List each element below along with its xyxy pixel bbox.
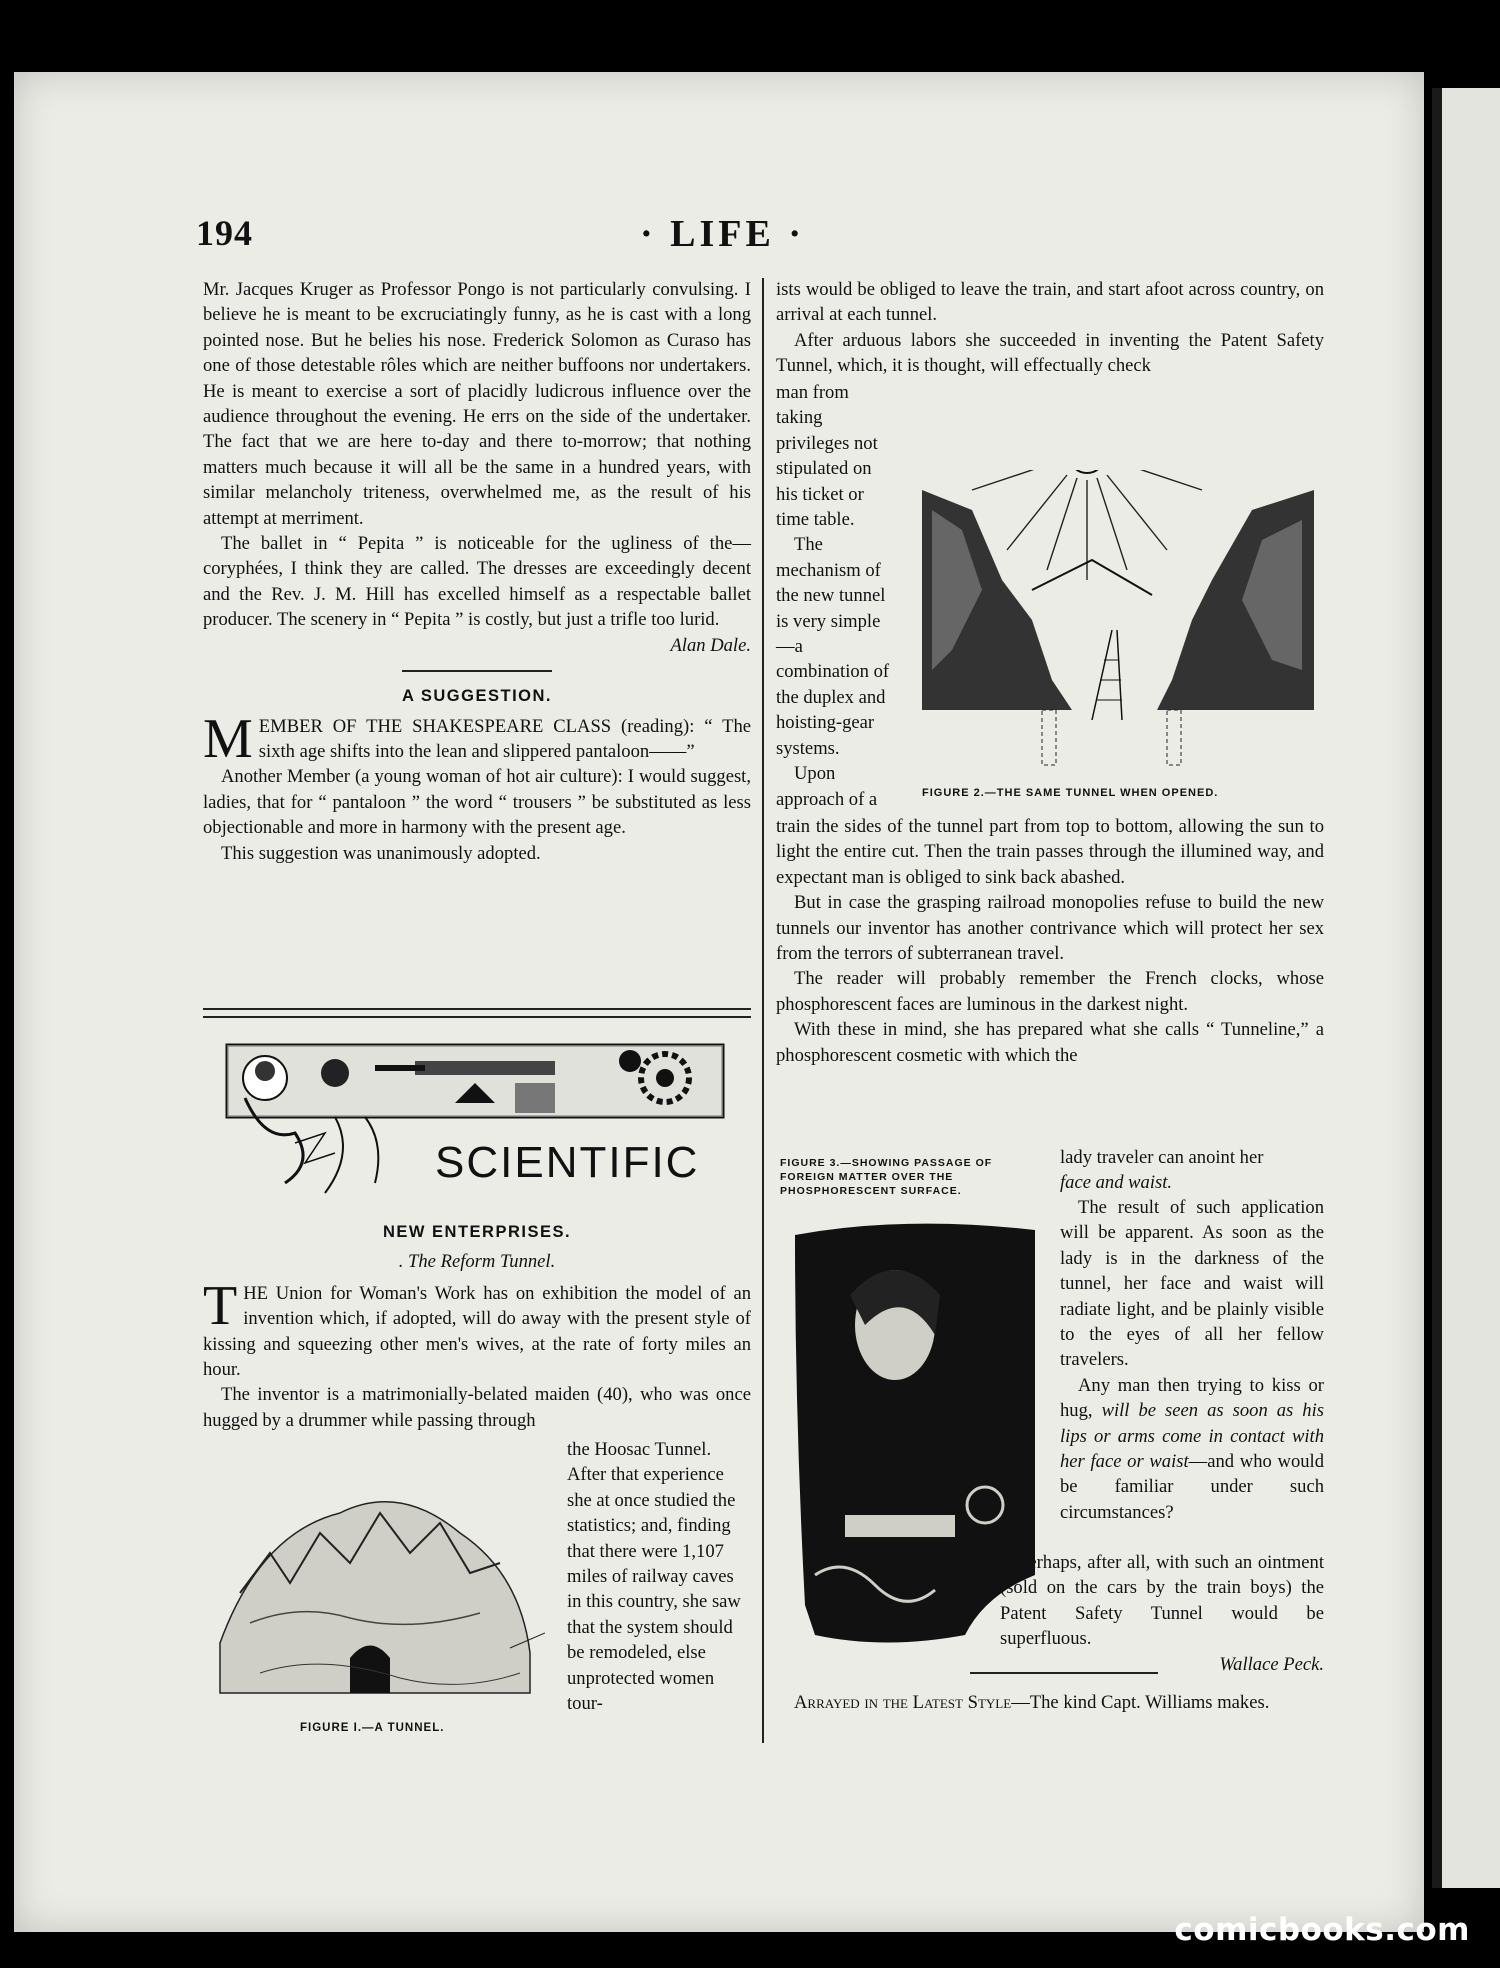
left-column-enterprises [203,1212,751,1433]
arrayed-paragraph: Arrayed in the Latest Style—The kind Capt. Williams makes. [794,1692,1270,1713]
tunnel-description: With these in mind, she has prepared what she calls “ Tunneline,” a phosphorescent cosmetic with which the [776,1019,1324,1066]
dropcap: T [203,1274,238,1337]
left-column-top [203,277,751,866]
figure-2-opened-tunnel-illustration [912,470,1324,780]
narrow-text: Upon approach of a [776,763,878,810]
left-column-narrow [567,1437,751,1716]
review-signature: Alan Dale. [670,634,751,656]
result-paragraph: The result of such application will be apparent. As soon as the lady is in the darkness of the tunnel, her face and waist will radiate light, and be plainly visible to the eyes of all her fellow travelers. [1060,1197,1324,1371]
suggestion-paragraph: MEMBER OF THE SHAKESPEARE CLASS (reading): “ The sixth age shifts into the lean and slippered pantaloon——” [203,707,751,770]
right-column-top [776,277,1324,379]
double-rule [203,1008,751,1018]
arrayed-joke [776,1690,1324,1715]
fig3-side-line: lady traveler can anoint her [1060,1147,1264,1168]
suggestion-paragraph: This suggestion was unanimously adopted. [221,842,541,864]
watermark: comicbooks.com [1174,1912,1470,1948]
figure-1-tunnel-illustration [200,1443,545,1713]
fig3-side-italic: face and waist. [1060,1172,1173,1194]
narrow-text: man from taking privileges not stipulated on his ticket or time table. [776,382,878,531]
right-column-perhaps [1000,1550,1324,1677]
end-rule [970,1672,1158,1674]
tunnel-paragraph: The inventor is a matrimonially-belated maiden (40), who was once hugged by a drummer while passing through [203,1384,751,1431]
review-paragraph: The ballet in “ Pepita ” is noticeable for the ugliness of the—coryphées, I think they are called. The dresses are exceedingly decent and the Rev. J. M. Hill has excelled himself as a respectable ballet producer. The scenery in “ Pepita ” is costly, but just a trifle too lurid. [203,533,751,631]
figure-3-caption: FIGURE 3.—SHOWING PASSAGE OF FOREIGN MATTER OVER THE PHOSPHORESCENT SURFACE. [780,1157,993,1197]
tunnel-description: But in case the grasping railroad monopolies refuse to build the new tunnels our inventor has another contrivance which will protect her sex from the terrors of subterranean travel. [776,892,1324,965]
continuation-paragraph: ists would be obliged to leave the train, and start afoot across country, on arrival at each tunnel. [776,279,1324,326]
column-divider [762,278,764,1743]
right-column-narrow [776,380,896,812]
narrow-text: The mechanism of the new tunnel is very simple—a combination of the duplex and hoisting-gear systems. [776,534,890,759]
perhaps-paragraph: Perhaps, after all, with such an ointment (sold on the cars by the train boys) the Patent Safety Tunnel would be superfluous. [1000,1552,1324,1650]
fig3-side-text [1060,1145,1324,1196]
section-rule [402,670,552,672]
right-column-result [1060,1195,1324,1525]
suggestion-heading: A SUGGESTION. [402,687,552,706]
tunnel-description: train the sides of the tunnel part from top to bottom, allowing the sun to light the entire cut. Then the train passes through the illumined way, and expectant man is obliged to sink back abashed. [776,816,1324,888]
invention-paragraph: After arduous labors she succeeded in inventing the Patent Safety Tunnel, which, it is thought, will effectually check [776,329,1324,377]
tunnel-description: The reader will probably remember the French clocks, whose phosphorescent faces are luminous in the darkest night. [776,968,1324,1015]
tunnel-paragraph: the Hoosac Tunnel. After that experience she at once studied the statistics; and, finding that there were 1,107 miles of railway caves in this country, she saw that the system should be remodeled, else unprotected women tour- [567,1439,741,1715]
scientific-banner: SCIENTIFIC [435,1138,700,1187]
page-number: 194 [196,213,253,253]
figure-1-caption: FIGURE I.—A TUNNEL. [300,1722,445,1734]
figure-2-caption: FIGURE 2.—THE SAME TUNNEL WHEN OPENED. [922,787,1219,799]
masthead: · LIFE · [640,213,806,255]
enterprises-subhead: . The Reform Tunnel. [398,1251,556,1273]
right-column-middle [776,814,1324,1068]
dropcap: M [203,707,253,770]
tunnel-paragraph: THE Union for Woman's Work has on exhibition the model of an invention which, if adopted, will do away with the present style of kissing and squeezing other men's wives, at the rate of forty miles an hour. [203,1274,751,1381]
article-signature: Wallace Peck. [1219,1653,1324,1675]
review-paragraph: Mr. Jacques Kruger as Professor Pongo is not particularly convulsing. I believe he is meant to be excruciatingly funny, as he is cast with a long pointed nose. But he belies his nose. Frederick Solomon as Curaso has one of those detestable rôles which are neither buffoons nor undertakers. He is meant to exercise a sort of placidly ludicrous influence over the audience throughout the evening. He errs on the side of the undertaker. The fact that we are here to-day and there to-morrow; that nothing matters much because it will all be the same in a hundred years, with similar melancholy triteness, overwhelmed me, as the result of his attempt at merriment. [203,279,751,529]
any-man-paragraph: Any man then trying to kiss or hug, will be seen as soon as his lips or arms come in contact with her face or waist—and who would be familiar under such circumstances? [1060,1374,1324,1523]
facing-page-edge [1432,88,1500,1888]
enterprises-heading: NEW ENTERPRISES. [382,1223,572,1241]
suggestion-paragraph: Another Member (a young woman of hot air culture): I would suggest, ladies, that for “ pantaloon ” the word “ trousers ” be substituted as less objectionable and more in harmony with the present age. [203,766,751,839]
